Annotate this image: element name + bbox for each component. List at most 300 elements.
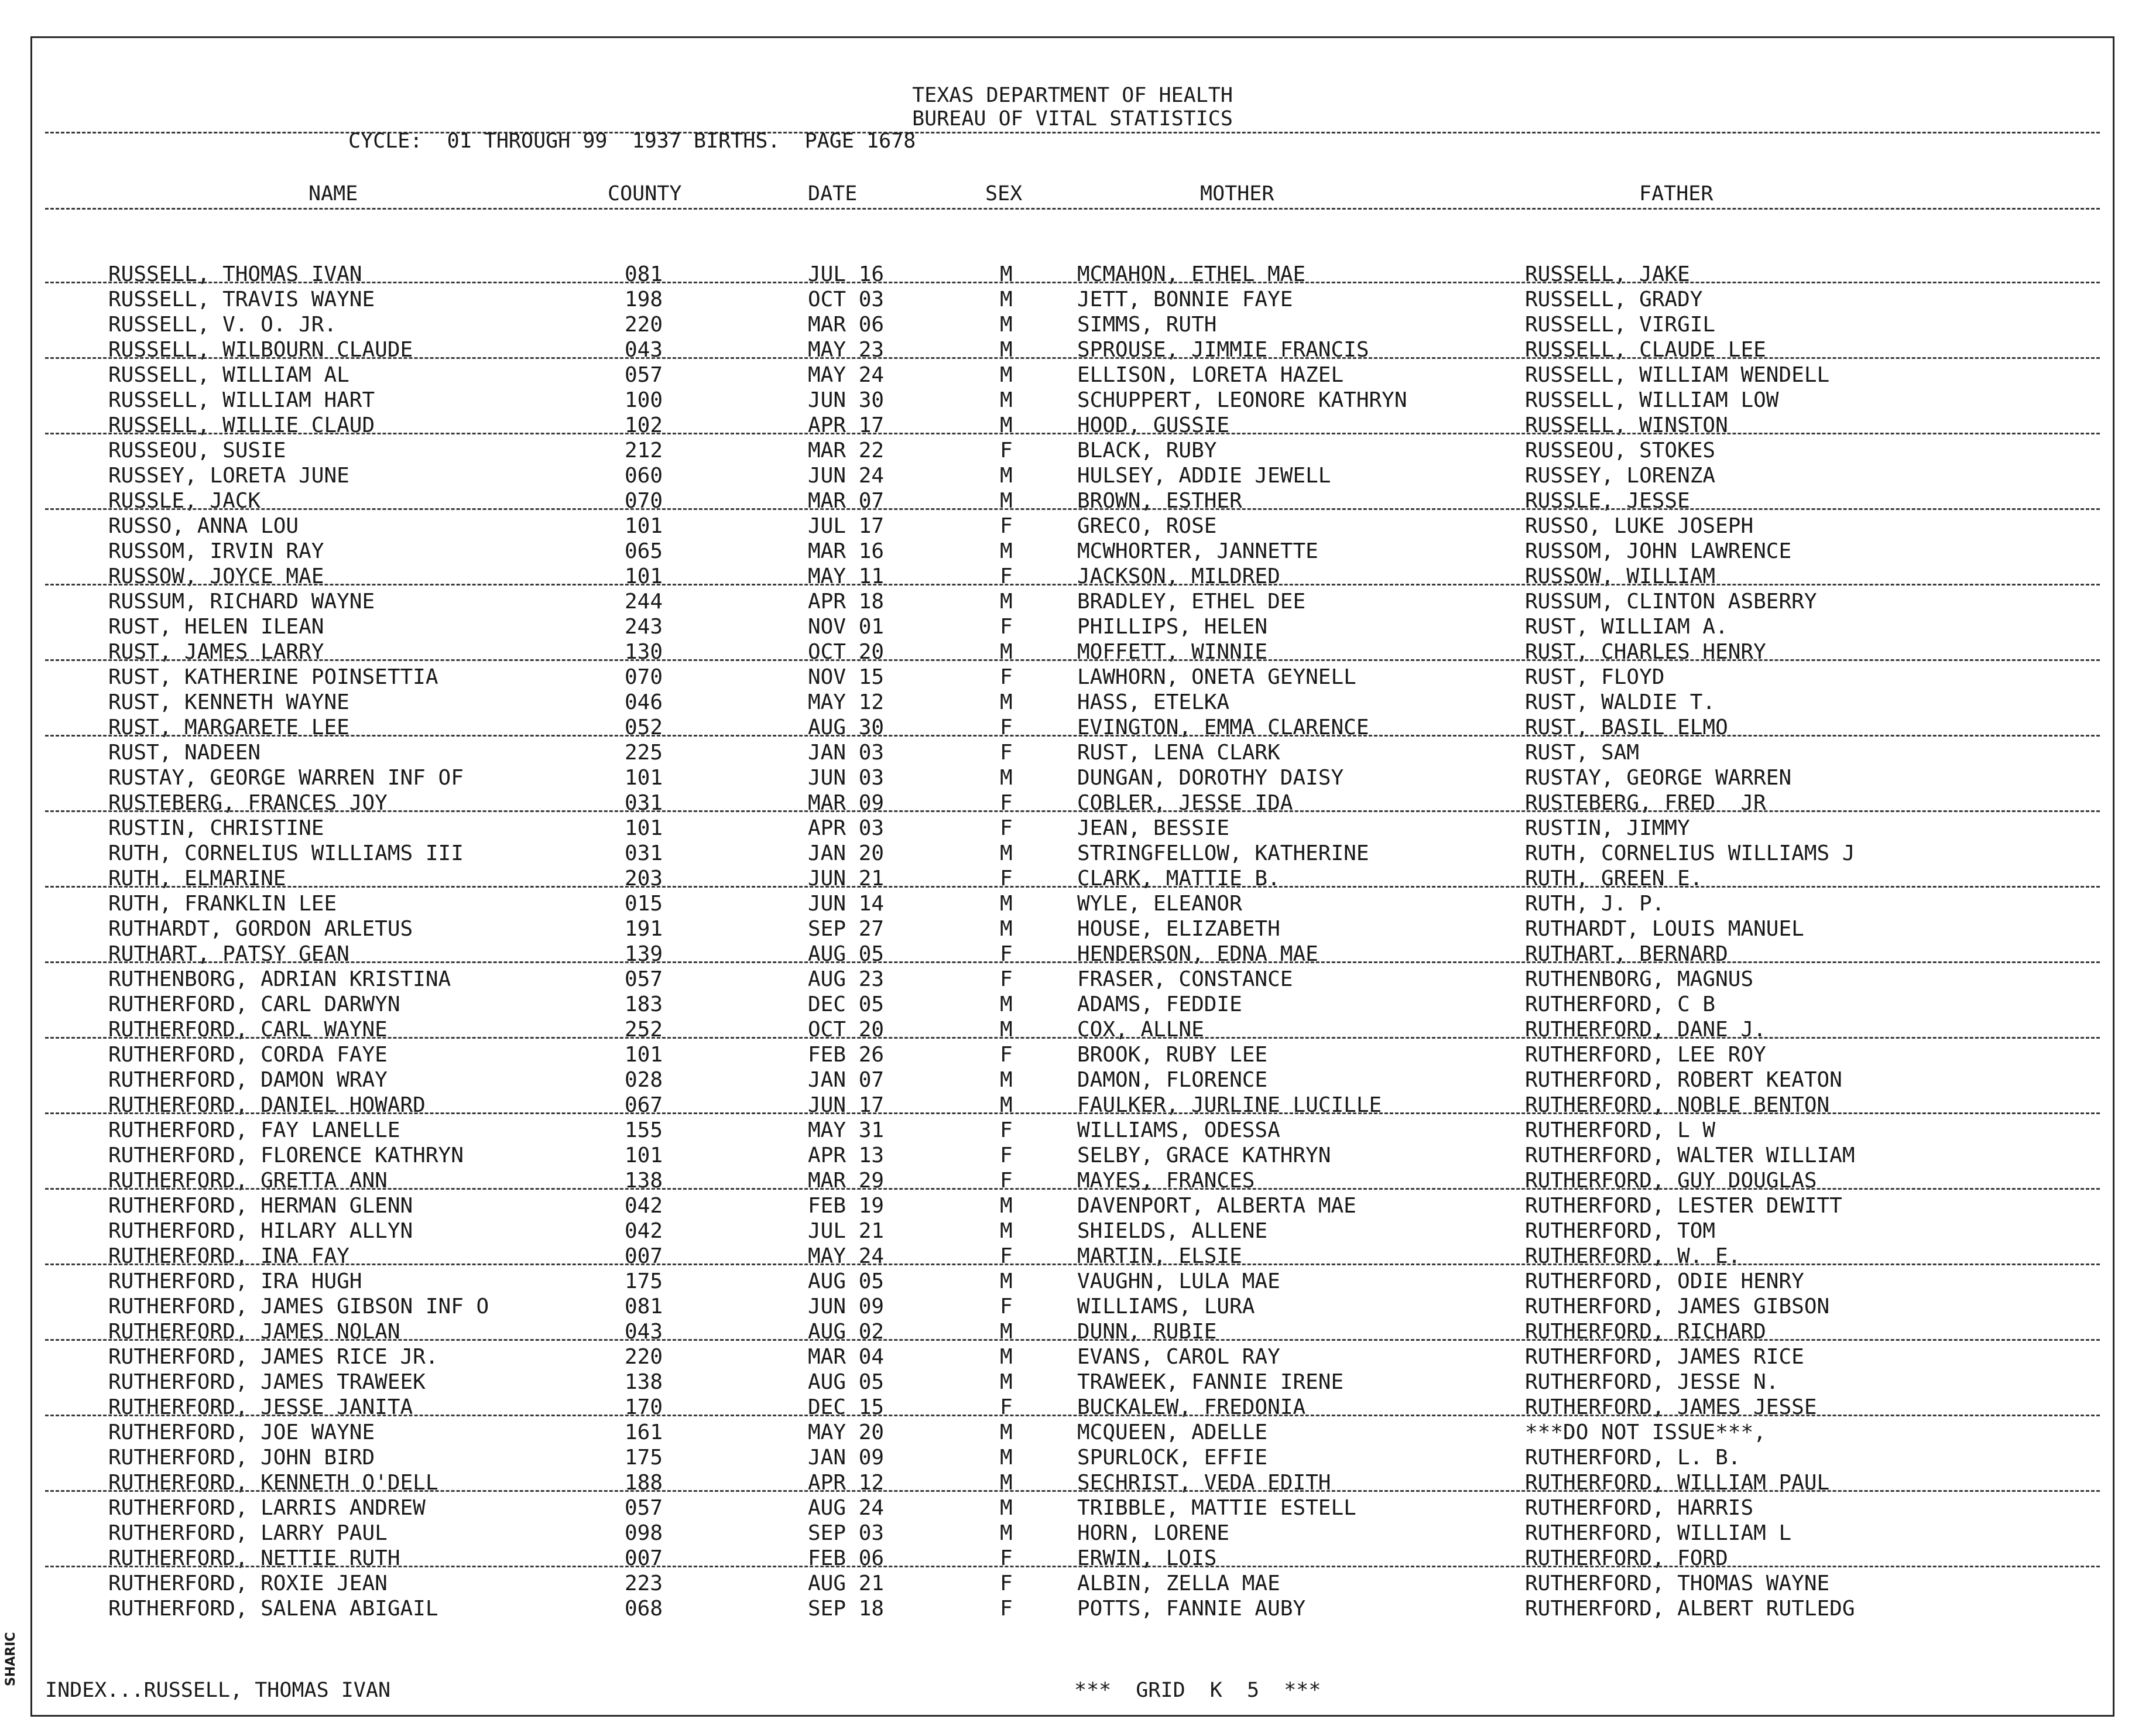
cell-father: RUTH, CORNELIUS WILLIAMS J	[1525, 841, 1855, 865]
cell-name: RUSSELL, WILLIAM HART	[108, 388, 375, 412]
cell-sex: F	[1000, 1043, 1013, 1067]
cell-sex: M	[1000, 1471, 1013, 1495]
table-row	[32, 1521, 2113, 1546]
cell-name: RUST, NADEEN	[108, 741, 261, 765]
cell-county: 198	[625, 287, 663, 311]
table-row	[32, 1571, 2113, 1596]
cell-sex: M	[1000, 287, 1013, 311]
cell-sex: M	[1000, 992, 1013, 1016]
cell-sex: M	[1000, 313, 1013, 337]
cell-sex: F	[1000, 1244, 1013, 1268]
cell-county: 046	[625, 690, 663, 714]
cell-date: MAR 22	[808, 439, 885, 463]
cell-date: JUN 03	[808, 766, 885, 790]
cell-county: 175	[625, 1269, 663, 1293]
header-cycle: CYCLE: 01 THROUGH 99 1937 BIRTHS. PAGE 1678	[348, 129, 916, 153]
cell-mother: FAULKER, JURLINE LUCILLE	[1077, 1093, 1382, 1117]
cell-father: RUST, BASIL ELMO	[1525, 715, 1728, 739]
cell-mother: VAUGHN, LULA MAE	[1077, 1269, 1280, 1293]
cell-county: 060	[625, 464, 663, 488]
cell-date: MAR 09	[808, 791, 885, 815]
cell-county: 031	[625, 791, 663, 815]
cell-mother: RUST, LENA CLARK	[1077, 741, 1280, 765]
cell-name: RUTHERFORD, FLORENCE KATHRYN	[108, 1143, 464, 1167]
cell-name: RUSSEY, LORETA JUNE	[108, 464, 349, 488]
cell-date: MAY 23	[808, 338, 885, 362]
cell-mother: HULSEY, ADDIE JEWELL	[1077, 464, 1331, 488]
cell-mother: SIMMS, RUTH	[1077, 313, 1217, 337]
footer-grid: *** GRID K 5 ***	[1074, 1679, 1321, 1702]
cell-date: MAY 24	[808, 363, 885, 387]
cell-name: RUTHERFORD, NETTIE RUTH	[108, 1546, 400, 1570]
cell-mother: WYLE, ELEANOR	[1077, 892, 1242, 916]
cell-county: 081	[625, 262, 663, 286]
cell-county: 101	[625, 1143, 663, 1167]
cell-date: APR 03	[808, 816, 885, 840]
cell-mother: BLACK, RUBY	[1077, 439, 1217, 463]
row-divider	[45, 1490, 2100, 1492]
cell-father: RUST, FLOYD	[1525, 665, 1665, 689]
cell-sex: F	[1000, 514, 1013, 538]
cell-county: 070	[625, 489, 663, 513]
cell-name: RUST, KENNETH WAYNE	[108, 690, 349, 714]
cell-sex: F	[1000, 816, 1013, 840]
row-divider	[45, 886, 2100, 888]
cell-mother: SPROUSE, JIMMIE FRANCIS	[1077, 338, 1369, 362]
cell-sex: M	[1000, 640, 1013, 664]
cell-date: JUL 17	[808, 514, 885, 538]
cell-county: 138	[625, 1169, 663, 1193]
cell-father: RUSTIN, JIMMY	[1525, 816, 1690, 840]
cell-county: 203	[625, 867, 663, 891]
table-row	[32, 765, 2113, 790]
cell-date: AUG 05	[808, 1370, 885, 1394]
cell-date: SEP 03	[808, 1521, 885, 1545]
table-row	[32, 1445, 2113, 1470]
cell-mother: LAWHORN, ONETA GEYNELL	[1077, 665, 1356, 689]
cell-father: RUSSELL, CLAUDE LEE	[1525, 338, 1766, 362]
cell-father: RUTHENBORG, MAGNUS	[1525, 967, 1754, 991]
cell-sex: F	[1000, 867, 1013, 891]
cell-father: RUTHERFORD, L. B.	[1525, 1446, 1741, 1470]
cell-sex: M	[1000, 489, 1013, 513]
cell-name: RUSTAY, GEORGE WARREN INF OF	[108, 766, 464, 790]
cell-name: RUTHART, PATSY GEAN	[108, 942, 349, 966]
cell-name: RUTHERFORD, LARRY PAUL	[108, 1521, 388, 1545]
cell-date: APR 17	[808, 413, 885, 437]
cell-mother: BUCKALEW, FREDONIA	[1077, 1395, 1306, 1419]
cell-father: RUTHERFORD, LEE ROY	[1525, 1043, 1766, 1067]
row-divider	[45, 1112, 2100, 1114]
cell-mother: ELLISON, LORETA HAZEL	[1077, 363, 1344, 387]
cell-sex: F	[1000, 564, 1013, 588]
cell-sex: F	[1000, 1295, 1013, 1319]
cell-name: RUSSUM, RICHARD WAYNE	[108, 590, 375, 614]
cell-mother: JACKSON, MILDRED	[1077, 564, 1280, 588]
cell-sex: M	[1000, 1093, 1013, 1117]
cell-mother: MARTIN, ELSIE	[1077, 1244, 1242, 1268]
cell-county: 139	[625, 942, 663, 966]
cell-name: RUSSELL, TRAVIS WAYNE	[108, 287, 375, 311]
cell-name: RUSTEBERG, FRANCES JOY	[108, 791, 388, 815]
cell-date: MAY 31	[808, 1118, 885, 1142]
cell-sex: M	[1000, 1194, 1013, 1218]
table-row	[32, 589, 2113, 614]
cell-county: 057	[625, 1496, 663, 1520]
cell-date: MAY 11	[808, 564, 885, 588]
cell-father: RUTHERFORD, GUY DOUGLAS	[1525, 1169, 1817, 1193]
cell-mother: DAVENPORT, ALBERTA MAE	[1077, 1194, 1356, 1218]
cell-county: 191	[625, 917, 663, 941]
cell-sex: M	[1000, 841, 1013, 865]
cell-name: RUSTIN, CHRISTINE	[108, 816, 324, 840]
cell-county: 015	[625, 892, 663, 916]
cell-county: 130	[625, 640, 663, 664]
cell-date: MAY 20	[808, 1420, 885, 1444]
cell-father: RUTHERFORD, RICHARD	[1525, 1320, 1766, 1344]
cell-name: RUTHERFORD, JAMES RICE JR.	[108, 1345, 438, 1369]
cell-name: RUTHERFORD, CARL WAYNE	[108, 1018, 388, 1042]
row-divider	[45, 508, 2100, 510]
cell-mother: JEAN, BESSIE	[1077, 816, 1230, 840]
cell-county: 252	[625, 1018, 663, 1042]
cell-sex: F	[1000, 741, 1013, 765]
cell-sex: M	[1000, 262, 1013, 286]
cell-sex: F	[1000, 1118, 1013, 1142]
cell-name: RUTHERFORD, CARL DARWYN	[108, 992, 400, 1016]
table-row	[32, 539, 2113, 564]
table-row	[32, 1420, 2113, 1445]
cell-date: JAN 07	[808, 1068, 885, 1092]
cell-date: FEB 06	[808, 1546, 885, 1570]
cell-date: APR 13	[808, 1143, 885, 1167]
cell-date: DEC 15	[808, 1395, 885, 1419]
row-divider	[45, 1415, 2100, 1416]
cell-father: RUTHERFORD, THOMAS WAYNE	[1525, 1571, 1830, 1595]
cell-date: JUN 14	[808, 892, 885, 916]
cell-county: 101	[625, 766, 663, 790]
cell-mother: HOOD, GUSSIE	[1077, 413, 1230, 437]
row-divider	[45, 282, 2100, 283]
cell-date: MAY 12	[808, 690, 885, 714]
table-row	[32, 1067, 2113, 1093]
cell-mother: DAMON, FLORENCE	[1077, 1068, 1268, 1092]
cell-name: RUTHERFORD, FAY LANELLE	[108, 1118, 400, 1142]
table-row	[32, 967, 2113, 992]
row-divider	[45, 357, 2100, 359]
cell-father: RUSSELL, GRADY	[1525, 287, 1703, 311]
cell-sex: F	[1000, 665, 1013, 689]
cell-father: RUSSEY, LORENZA	[1525, 464, 1716, 488]
cell-sex: M	[1000, 1370, 1013, 1394]
cell-sex: M	[1000, 1446, 1013, 1470]
cell-father: RUTHARDT, LOUIS MANUEL	[1525, 917, 1804, 941]
cell-mother: HASS, ETELKA	[1077, 690, 1230, 714]
cell-sex: F	[1000, 1395, 1013, 1419]
cell-sex: M	[1000, 590, 1013, 614]
cell-mother: SELBY, GRACE KATHRYN	[1077, 1143, 1331, 1167]
cell-county: 043	[625, 338, 663, 362]
cell-county: 102	[625, 413, 663, 437]
cell-mother: EVINGTON, EMMA CLARENCE	[1077, 715, 1369, 739]
cell-date: MAY 24	[808, 1244, 885, 1268]
cell-county: 161	[625, 1420, 663, 1444]
cell-father: RUTHERFORD, JAMES RICE	[1525, 1345, 1804, 1369]
cell-mother: ADAMS, FEDDIE	[1077, 992, 1242, 1016]
cell-mother: BROWN, ESTHER	[1077, 489, 1242, 513]
cell-sex: M	[1000, 1496, 1013, 1520]
cell-date: JUN 17	[808, 1093, 885, 1117]
cell-sex: M	[1000, 1219, 1013, 1243]
cell-mother: ERWIN, LOIS	[1077, 1546, 1217, 1570]
cell-name: RUSSOW, JOYCE MAE	[108, 564, 324, 588]
table-row	[32, 1344, 2113, 1369]
cell-mother: SPURLOCK, EFFIE	[1077, 1446, 1268, 1470]
cell-county: 042	[625, 1219, 663, 1243]
cell-mother: TRIBBLE, MATTIE ESTELL	[1077, 1496, 1356, 1520]
cell-date: DEC 05	[808, 992, 885, 1016]
row-divider	[45, 433, 2100, 434]
cell-county: 065	[625, 539, 663, 563]
cell-sex: M	[1000, 1320, 1013, 1344]
cell-date: AUG 23	[808, 967, 885, 991]
cell-name: RUTHENBORG, ADRIAN KRISTINA	[108, 967, 451, 991]
cell-county: 067	[625, 1093, 663, 1117]
cell-name: RUST, KATHERINE POINSETTIA	[108, 665, 438, 689]
page-frame	[30, 36, 2114, 1717]
cell-name: RUTHERFORD, JAMES GIBSON INF O	[108, 1295, 489, 1319]
column-header-sex: SEX	[985, 182, 1023, 206]
cell-name: RUTHARDT, GORDON ARLETUS	[108, 917, 413, 941]
cell-mother: SHIELDS, ALLENE	[1077, 1219, 1268, 1243]
table-row	[32, 1042, 2113, 1067]
cell-father: RUTHART, BERNARD	[1525, 942, 1728, 966]
cell-mother: HORN, LORENE	[1077, 1521, 1230, 1545]
cell-county: 175	[625, 1446, 663, 1470]
cell-county: 031	[625, 841, 663, 865]
cell-name: RUST, JAMES LARRY	[108, 640, 324, 664]
cell-county: 057	[625, 967, 663, 991]
cell-name: RUTHERFORD, JAMES TRAWEEK	[108, 1370, 426, 1394]
cell-father: RUTHERFORD, W. E.	[1525, 1244, 1741, 1268]
row-divider	[45, 961, 2100, 963]
cell-name: RUTHERFORD, HERMAN GLENN	[108, 1194, 413, 1218]
table-row	[32, 690, 2113, 715]
cell-sex: F	[1000, 1546, 1013, 1570]
cell-name: RUTHERFORD, GRETTA ANN	[108, 1169, 388, 1193]
cell-name: RUSSEOU, SUSIE	[108, 439, 286, 463]
cell-father: RUSSOW, WILLIAM	[1525, 564, 1716, 588]
cell-date: JUN 24	[808, 464, 885, 488]
cell-mother: STRINGFELLOW, KATHERINE	[1077, 841, 1369, 865]
cell-date: OCT 20	[808, 1018, 885, 1042]
footer-index: INDEX...RUSSELL, THOMAS IVAN	[45, 1679, 391, 1702]
cell-father: RUTHERFORD, C B	[1525, 992, 1716, 1016]
cell-father: RUTHERFORD, ROBERT KEATON	[1525, 1068, 1842, 1092]
cell-date: FEB 19	[808, 1194, 885, 1218]
cell-date: MAR 04	[808, 1345, 885, 1369]
column-header-date: DATE	[808, 182, 858, 206]
cell-county: 052	[625, 715, 663, 739]
cell-date: JAN 09	[808, 1446, 885, 1470]
column-header-father: FATHER	[1639, 182, 1713, 206]
table-row	[32, 665, 2113, 690]
cell-father: RUSSUM, CLINTON ASBERRY	[1525, 590, 1817, 614]
cell-father: RUSSELL, VIRGIL	[1525, 313, 1716, 337]
cell-father: RUST, SAM	[1525, 741, 1640, 765]
table-row	[32, 388, 2113, 413]
cell-sex: M	[1000, 1521, 1013, 1545]
cell-father: RUST, CHARLES HENRY	[1525, 640, 1766, 664]
cell-name: RUTHERFORD, SALENA ABIGAIL	[108, 1597, 438, 1621]
cell-father: RUTHERFORD, JAMES JESSE	[1525, 1395, 1817, 1419]
cell-name: RUTHERFORD, INA FAY	[108, 1244, 349, 1268]
cell-sex: F	[1000, 1169, 1013, 1193]
cell-sex: M	[1000, 413, 1013, 437]
cell-sex: M	[1000, 1018, 1013, 1042]
cell-county: 057	[625, 363, 663, 387]
cell-mother: HENDERSON, EDNA MAE	[1077, 942, 1318, 966]
cell-sex: F	[1000, 1143, 1013, 1167]
cell-mother: JETT, BONNIE FAYE	[1077, 287, 1293, 311]
cell-sex: M	[1000, 892, 1013, 916]
cell-date: AUG 05	[808, 1269, 885, 1293]
cell-father: RUTHERFORD, JAMES GIBSON	[1525, 1295, 1830, 1319]
cell-sex: M	[1000, 539, 1013, 563]
cell-mother: MCQUEEN, ADELLE	[1077, 1420, 1268, 1444]
table-row	[32, 891, 2113, 916]
cell-mother: SECHRIST, VEDA EDITH	[1077, 1471, 1331, 1495]
cell-county: 101	[625, 514, 663, 538]
cell-name: RUTHERFORD, KENNETH O'DELL	[108, 1471, 438, 1495]
cell-name: RUTHERFORD, DAMON WRAY	[108, 1068, 388, 1092]
cell-mother: CLARK, MATTIE B.	[1077, 867, 1280, 891]
cell-father: RUTHERFORD, HARRIS	[1525, 1496, 1754, 1520]
column-header-county: COUNTY	[608, 182, 682, 206]
cell-sex: F	[1000, 439, 1013, 463]
table-row	[32, 1269, 2113, 1294]
cell-mother: DUNN, RUBIE	[1077, 1320, 1217, 1344]
column-header-name: NAME	[309, 182, 358, 206]
cell-county: 007	[625, 1244, 663, 1268]
cell-father: RUTHERFORD, LESTER DEWITT	[1525, 1194, 1842, 1218]
cell-county: 042	[625, 1194, 663, 1218]
cell-sex: M	[1000, 917, 1013, 941]
cell-name: RUST, MARGARETE LEE	[108, 715, 349, 739]
cell-sex: M	[1000, 1420, 1013, 1444]
cell-date: SEP 18	[808, 1597, 885, 1621]
cell-father: RUTHERFORD, L W	[1525, 1118, 1716, 1142]
cell-father: RUSSELL, JAKE	[1525, 262, 1690, 286]
cell-mother: MAYES, FRANCES	[1077, 1169, 1255, 1193]
table-row	[32, 513, 2113, 539]
cell-name: RUTHERFORD, JOHN BIRD	[108, 1446, 375, 1470]
cell-mother: SCHUPPERT, LEONORE KATHRYN	[1077, 388, 1407, 412]
row-divider	[45, 1188, 2100, 1190]
cell-mother: FRASER, CONSTANCE	[1077, 967, 1293, 991]
cell-mother: BRADLEY, ETHEL DEE	[1077, 590, 1306, 614]
cell-county: 170	[625, 1395, 663, 1419]
cell-county: 098	[625, 1521, 663, 1545]
cell-date: AUG 05	[808, 942, 885, 966]
cell-sex: M	[1000, 363, 1013, 387]
header-bureau: BUREAU OF VITAL STATISTICS	[912, 107, 1233, 131]
cell-county: 244	[625, 590, 663, 614]
cell-name: RUSSO, ANNA LOU	[108, 514, 299, 538]
cell-name: RUSSELL, THOMAS IVAN	[108, 262, 362, 286]
table-row	[32, 1218, 2113, 1244]
cell-father: RUTH, GREEN E.	[1525, 867, 1703, 891]
cell-name: RUSSLE, JACK	[108, 489, 261, 513]
cell-county: 212	[625, 439, 663, 463]
cell-mother: DUNGAN, DOROTHY DAISY	[1077, 766, 1344, 790]
cell-name: RUTHERFORD, JOE WAYNE	[108, 1420, 375, 1444]
cell-sex: F	[1000, 967, 1013, 991]
cell-mother: MCWHORTER, JANNETTE	[1077, 539, 1318, 563]
table-row	[32, 1118, 2113, 1143]
cell-father: RUTH, J. P.	[1525, 892, 1665, 916]
cell-father: ***DO NOT ISSUE***,	[1525, 1420, 1766, 1444]
cell-sex: M	[1000, 388, 1013, 412]
cell-county: 155	[625, 1118, 663, 1142]
table-row	[32, 740, 2113, 765]
cell-mother: MCMAHON, ETHEL MAE	[1077, 262, 1306, 286]
cell-sex: F	[1000, 615, 1013, 639]
cell-sex: F	[1000, 1597, 1013, 1621]
cell-mother: POTTS, FANNIE AUBY	[1077, 1597, 1306, 1621]
row-divider	[45, 1566, 2100, 1567]
cell-name: RUTHERFORD, LARRIS ANDREW	[108, 1496, 426, 1520]
cell-county: 101	[625, 816, 663, 840]
cell-father: RUTHERFORD, WILLIAM PAUL	[1525, 1471, 1830, 1495]
table-row	[32, 992, 2113, 1017]
cell-sex: M	[1000, 1269, 1013, 1293]
table-row	[32, 816, 2113, 841]
cell-date: JUL 16	[808, 262, 885, 286]
cell-mother: COX, ALLNE	[1077, 1018, 1204, 1042]
cell-mother: ALBIN, ZELLA MAE	[1077, 1571, 1280, 1595]
cell-father: RUSTEBERG, FRED JR	[1525, 791, 1766, 815]
cell-county: 007	[625, 1546, 663, 1570]
cell-father: RUSSELL, WILLIAM WENDELL	[1525, 363, 1830, 387]
cell-date: MAR 16	[808, 539, 885, 563]
cell-county: 101	[625, 1043, 663, 1067]
table-row	[32, 1143, 2113, 1168]
cell-date: JUL 21	[808, 1219, 885, 1243]
cell-date: AUG 30	[808, 715, 885, 739]
cell-county: 183	[625, 992, 663, 1016]
cell-father: RUTHERFORD, TOM	[1525, 1219, 1716, 1243]
cell-father: RUTHERFORD, DANE J.	[1525, 1018, 1766, 1042]
table-row	[32, 312, 2113, 337]
cell-date: SEP 27	[808, 917, 885, 941]
cell-county: 223	[625, 1571, 663, 1595]
cell-county: 243	[625, 615, 663, 639]
row-divider	[45, 659, 2100, 661]
cell-mother: EVANS, CAROL RAY	[1077, 1345, 1280, 1369]
cell-county: 070	[625, 665, 663, 689]
cell-date: JUN 30	[808, 388, 885, 412]
column-header-mother: MOTHER	[1200, 182, 1274, 206]
table-row	[32, 614, 2113, 639]
cell-mother: BROOK, RUBY LEE	[1077, 1043, 1268, 1067]
header-department: TEXAS DEPARTMENT OF HEALTH	[912, 84, 1233, 107]
cell-mother: MOFFETT, WINNIE	[1077, 640, 1268, 664]
cell-name: RUSSELL, WILBOURN CLAUDE	[108, 338, 413, 362]
cell-county: 068	[625, 1597, 663, 1621]
cell-county: 101	[625, 564, 663, 588]
cell-county: 225	[625, 741, 663, 765]
